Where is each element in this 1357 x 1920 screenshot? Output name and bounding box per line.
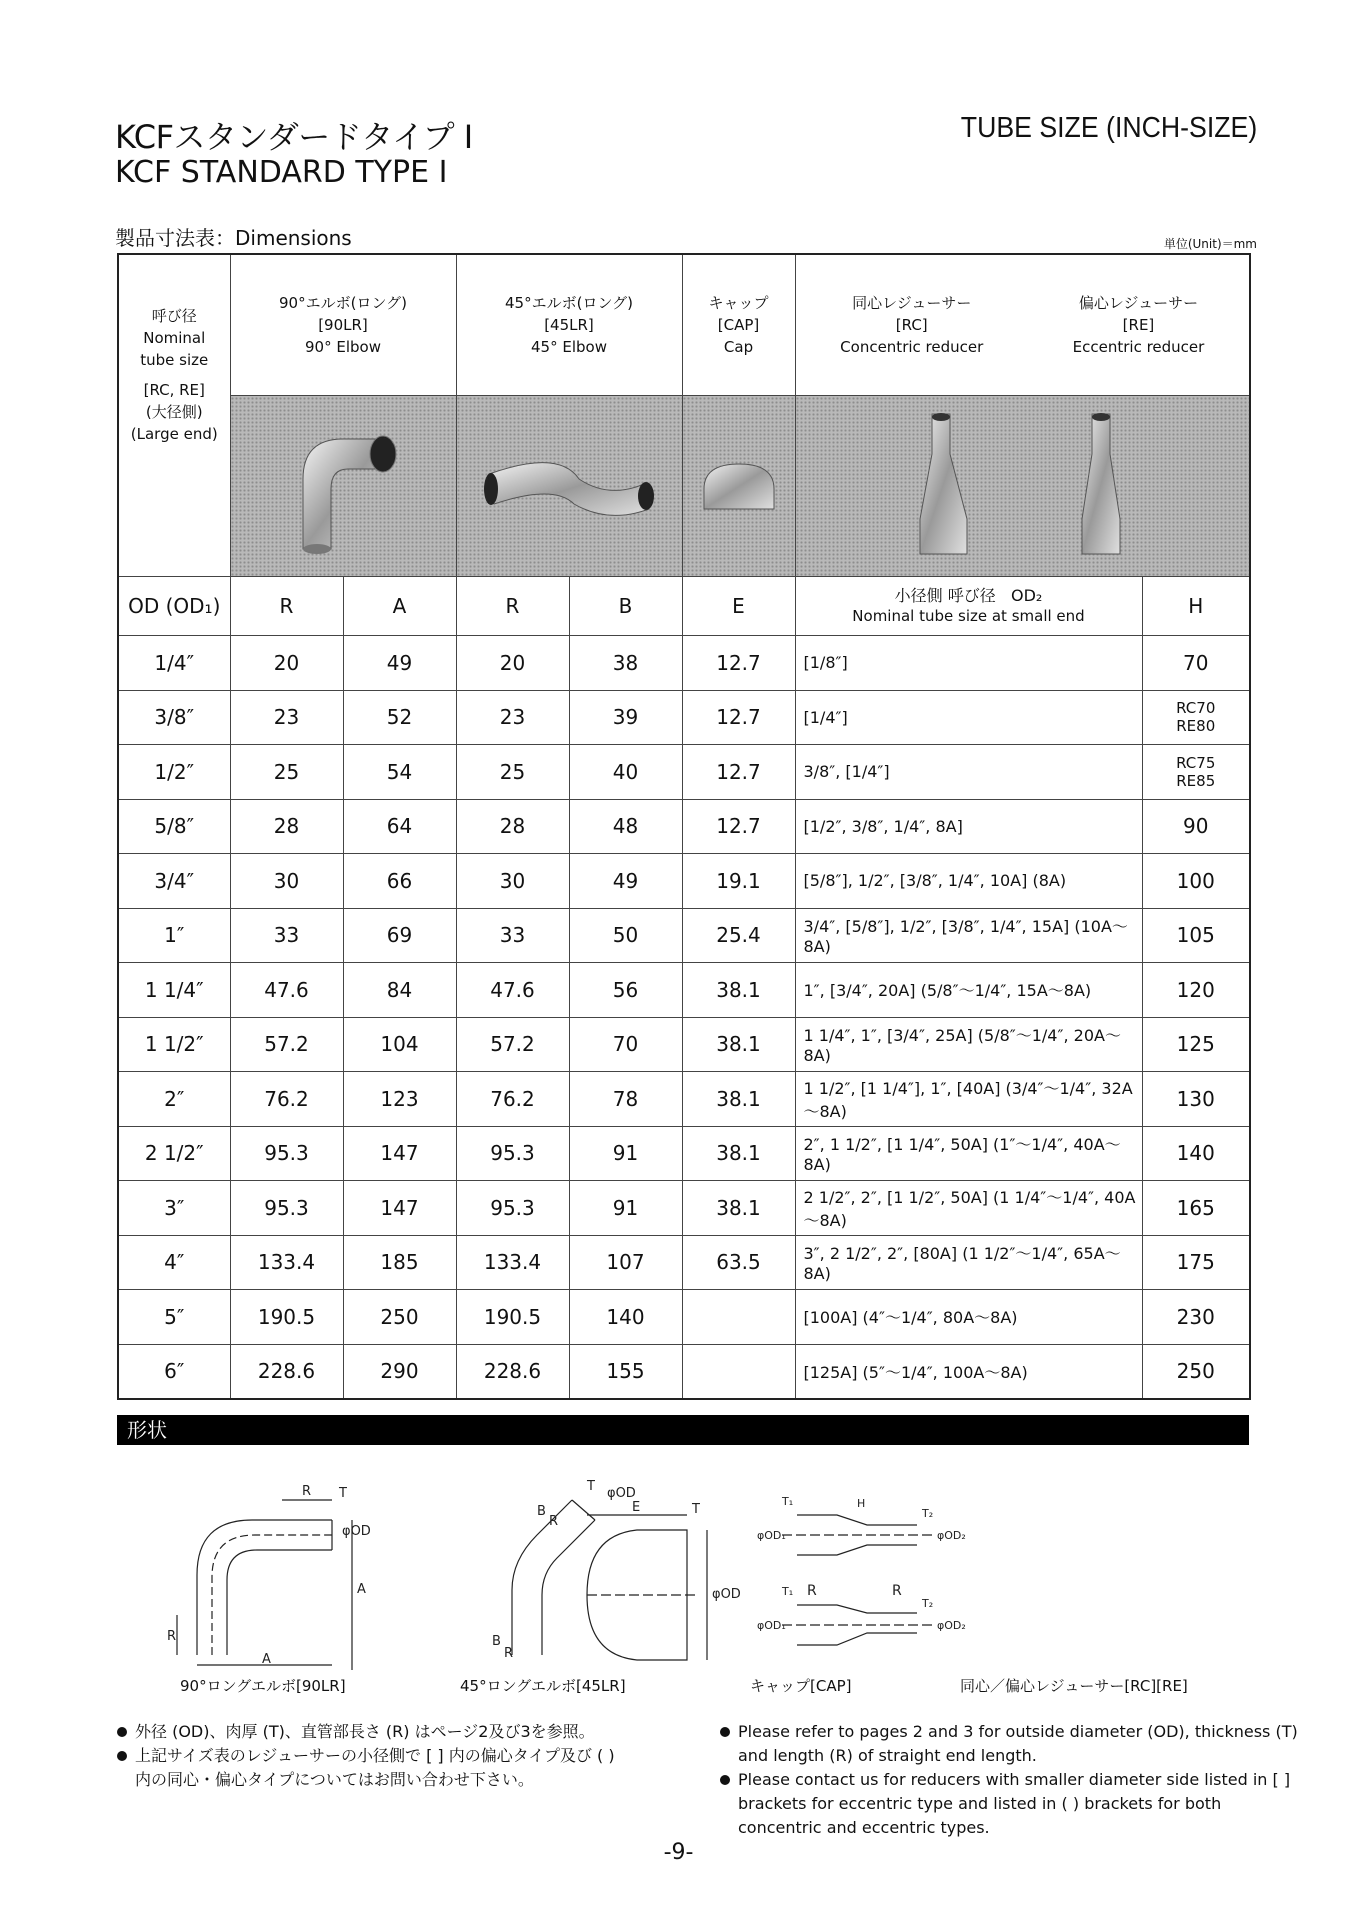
product-re-header [1073,292,1205,358]
page-title-jp: KCFスタンダードタイプ Ⅰ [115,118,473,156]
caption-cap: キャップ[CAP] [750,1677,852,1695]
cell-a: 84 [343,963,456,1018]
cell-b: 40 [569,745,682,800]
cell-r2: 28 [456,799,569,854]
cell-b: 38 [569,636,682,691]
cell-od: 3/4″ [118,854,230,909]
cell-e: 19.1 [682,854,795,909]
product-jp: 45°エルボ(ロング) [505,294,633,312]
cell-r2: 23 [456,690,569,745]
cell-od: 1/2″ [118,745,230,800]
product-code: [RE] [1122,316,1155,334]
product-90lr-header [230,254,456,396]
product-en: Concentric reducer [840,338,984,356]
table-row [118,1344,1250,1399]
cell-a: 49 [343,636,456,691]
shape-drawings [117,1455,1249,1675]
dim-b-label: B [492,1634,501,1649]
unit-label: 単位(Unit)＝mm [1163,237,1257,251]
cap-image [689,399,789,569]
col-a: A [343,577,456,636]
cell-h: 175 [1142,1235,1250,1290]
cell-h: 90 [1142,799,1250,854]
dim-t1-label: T₁ [782,1495,794,1508]
cell-small: [1/4″] [795,690,1142,745]
table-row [118,908,1250,963]
nominal-en5: (Large end) [130,425,218,443]
note-en-1 [720,1720,1300,1744]
cell-h: 130 [1142,1072,1250,1127]
dimensions-label: 製品寸法表：Dimensions [115,226,352,250]
dim-od1-label: φOD₁ [757,1529,786,1542]
reducer-photo [795,396,1250,577]
table-row [118,690,1250,745]
cell-r1: 76.2 [230,1072,343,1127]
product-jp: キャップ [708,294,769,312]
cell-od: 2″ [118,1072,230,1127]
cell-r1: 57.2 [230,1017,343,1072]
tube-size-heading: TUBE SIZE (INCH-SIZE) [960,112,1257,144]
cell-a: 290 [343,1344,456,1399]
cell-b: 155 [569,1344,682,1399]
dim-t2-label: T₂ [922,1597,934,1610]
cell-e: 63.5 [682,1235,795,1290]
cell-od: 5″ [118,1290,230,1345]
elbow-45-image [459,399,679,569]
table-row [118,854,1250,909]
cell-e: 38.1 [682,963,795,1018]
cell-e: 12.7 [682,745,795,800]
cell-small: [1/8″] [795,636,1142,691]
cell-e [682,1344,795,1399]
cell-e: 25.4 [682,908,795,963]
dim-od2-label: φOD₂ [937,1529,966,1542]
dim-r-label: R [807,1583,817,1599]
note-en-2: and length (R) of straight end length. [738,1746,1037,1765]
cell-h: RC70 RE80 [1142,690,1250,745]
cell-b: 50 [569,908,682,963]
cell-r1: 95.3 [230,1126,343,1181]
product-jp: 同心レジューサー [852,294,972,312]
product-jp: 90°エルボ(ロング) [279,294,407,312]
cell-r2: 190.5 [456,1290,569,1345]
cell-r1: 133.4 [230,1235,343,1290]
cell-r2: 30 [456,854,569,909]
product-45lr-header [456,254,682,396]
col-r1: R [230,577,343,636]
cell-e: 12.7 [682,690,795,745]
cell-e [682,1290,795,1345]
cell-b: 107 [569,1235,682,1290]
caption-reducer: 同心／偏心レジューサー[RC][RE] [960,1677,1188,1695]
cell-b: 91 [569,1126,682,1181]
dim-od1-label: φOD₁ [757,1619,786,1632]
product-code: [45LR] [544,316,594,334]
cell-h: 70 [1142,636,1250,691]
dim-od-label: φOD [607,1486,636,1501]
cell-a: 185 [343,1235,456,1290]
caption-45lr: 45°ロングエルボ[45LR] [460,1677,626,1695]
cell-small: [125A] (5″～1/4″, 100A～8A) [795,1344,1142,1399]
cell-r2: 25 [456,745,569,800]
table-row [118,963,1250,1018]
drawing-45lr [492,1479,636,1661]
note-text: 外径 (OD)、肉厚 (T)、直管部長さ (R) はページ2及び3を参照。 [135,1722,595,1741]
shape-heading: 形状 [117,1415,1249,1445]
cell-a: 69 [343,908,456,963]
small-end-od2: OD₂ [1011,586,1043,605]
note-jp-2 [117,1744,697,1768]
note-en-4: brackets for eccentric type and listed in ( ) brackets for both [738,1794,1222,1813]
note-en-3 [720,1768,1300,1792]
cell-small: 1 1/4″, 1″, [3/4″, 25A] (5/8″～1/4″, 20A～8A) [795,1017,1142,1072]
cell-b: 56 [569,963,682,1018]
page-number: -9- [663,1840,694,1865]
col-r2: R [456,577,569,636]
dimensions-table [117,253,1251,1400]
cell-h: 120 [1142,963,1250,1018]
cell-a: 104 [343,1017,456,1072]
cell-r2: 133.4 [456,1235,569,1290]
cell-small: 1″, [3/4″, 20A] (5/8″～1/4″, 15A～8A) [795,963,1142,1018]
dim-h-label: H [857,1497,866,1510]
cell-a: 52 [343,690,456,745]
cell-small: [100A] (4″～1/4″, 80A～8A) [795,1290,1142,1345]
cell-od: 3″ [118,1181,230,1236]
notes-jp [117,1720,697,1792]
cell-a: 147 [343,1181,456,1236]
dim-r-label: R [302,1484,312,1499]
cap-photo [682,396,795,577]
product-rc-header [840,292,983,358]
dim-t2-label: T₂ [922,1507,934,1520]
cell-r2: 20 [456,636,569,691]
dim-a-label: A [262,1652,271,1667]
table-row [118,1181,1250,1236]
cell-e: 38.1 [682,1181,795,1236]
cell-r1: 30 [230,854,343,909]
table-row [118,636,1250,691]
cell-small: 3″, 2 1/2″, 2″, [80A] (1 1/2″～1/4″, 65A～8A) [795,1235,1142,1290]
nominal-en4: (大径側) [145,403,203,421]
nominal-en1: Nominal [143,329,206,347]
cell-od: 6″ [118,1344,230,1399]
cell-r2: 47.6 [456,963,569,1018]
cell-od: 1 1/4″ [118,963,230,1018]
dim-od-label: φOD [712,1587,741,1602]
col-od: OD (OD₁) [118,577,230,636]
dim-r-label: R [892,1583,902,1599]
cell-h: 140 [1142,1126,1250,1181]
table-row [118,799,1250,854]
cell-od: 1 1/2″ [118,1017,230,1072]
nominal-en2: tube size [140,351,209,369]
table-row [118,745,1250,800]
col-h: H [1142,577,1250,636]
cell-r1: 28 [230,799,343,854]
dim-r-label: R [549,1514,559,1529]
drawing-cap [587,1500,741,1660]
drawing-reducer [757,1495,966,1645]
col-small-end [795,577,1142,636]
cell-small: 1 1/2″, [1 1/4″], 1″, [40A] (3/4″～1/4″, 32A～8A) [795,1072,1142,1127]
dim-a-label: A [357,1582,366,1597]
table-row [118,1126,1250,1181]
cell-small: 3/4″, [5/8″], 1/2″, [3/8″, 1/4″, 15A] (10A～8A) [795,908,1142,963]
product-code: [CAP] [717,316,760,334]
product-code: [RC] [895,316,928,334]
cell-e: 38.1 [682,1126,795,1181]
caption-90lr: 90°ロングエルボ[90LR] [180,1677,346,1695]
drawing-90lr [167,1484,371,1670]
note-en-5: concentric and eccentric types. [738,1818,990,1837]
cell-r1: 190.5 [230,1290,343,1345]
nominal-jp: 呼び径 [151,307,197,325]
cell-h: RC75 RE85 [1142,745,1250,800]
cell-od: 5/8″ [118,799,230,854]
product-en: Cap [723,338,754,356]
cell-a: 147 [343,1126,456,1181]
cell-small: [5/8″], 1/2″, [3/8″, 1/4″, 10A] (8A) [795,854,1142,909]
cell-a: 250 [343,1290,456,1345]
table-body [118,636,1250,1400]
cell-r2: 76.2 [456,1072,569,1127]
cell-r1: 20 [230,636,343,691]
cell-e: 12.7 [682,799,795,854]
cell-r2: 95.3 [456,1181,569,1236]
cell-r2: 57.2 [456,1017,569,1072]
cell-od: 3/8″ [118,690,230,745]
cell-r2: 228.6 [456,1344,569,1399]
product-cap-header [682,254,795,396]
dim-r-label: R [504,1646,514,1661]
table-row [118,1290,1250,1345]
cell-a: 64 [343,799,456,854]
product-jp: 偏心レジューサー [1078,294,1199,312]
product-en: 45° Elbow [531,338,607,356]
cell-b: 39 [569,690,682,745]
cell-r2: 95.3 [456,1126,569,1181]
table-row [118,1017,1250,1072]
dim-t-label: T [587,1479,595,1494]
cell-a: 54 [343,745,456,800]
elbow-90-image [233,399,453,569]
cell-od: 4″ [118,1235,230,1290]
dim-t-label: T [339,1486,347,1501]
dim-b-label: B [537,1504,546,1519]
cell-h: 250 [1142,1344,1250,1399]
note-text: Please contact us for reducers with smaller diameter side listed in [ ] [738,1770,1291,1789]
dim-od-label: φOD [342,1524,371,1539]
cell-small: [1/2″, 3/8″, 1/4″, 8A] [795,799,1142,854]
product-en: Eccentric reducer [1072,338,1205,356]
cell-od: 2 1/2″ [118,1126,230,1181]
reducer-image [802,399,1242,569]
cell-h: 125 [1142,1017,1250,1072]
cell-r1: 33 [230,908,343,963]
cell-r2: 33 [456,908,569,963]
elbow-90-photo [230,396,456,577]
nominal-en3: [RC, RE] [143,381,205,399]
cell-r1: 228.6 [230,1344,343,1399]
dim-e-label: E [632,1500,641,1515]
note-text: 上記サイズ表のレジューサーの小径側で [ ] 内の偏心タイプ及び ( ) [135,1746,615,1765]
product-en: 90° Elbow [305,338,381,356]
cell-od: 1″ [118,908,230,963]
cell-e: 12.7 [682,636,795,691]
cell-h: 100 [1142,854,1250,909]
cell-b: 70 [569,1017,682,1072]
product-reducer-header [795,254,1250,396]
col-e: E [682,577,795,636]
note-jp-1 [117,1720,697,1744]
cell-b: 140 [569,1290,682,1345]
cell-r1: 25 [230,745,343,800]
small-end-en: Nominal tube size at small end [852,607,1085,625]
cell-r1: 23 [230,690,343,745]
cell-b: 49 [569,854,682,909]
cell-h: 105 [1142,908,1250,963]
cell-b: 48 [569,799,682,854]
product-code: [90LR] [318,316,368,334]
cell-small: 2″, 1 1/2″, [1 1/4″, 50A] (1″～1/4″, 40A～8A) [795,1126,1142,1181]
note-text: Please refer to pages 2 and 3 for outside diameter (OD), thickness (T) [738,1722,1298,1741]
cell-r1: 47.6 [230,963,343,1018]
col-b: B [569,577,682,636]
table-row [118,1072,1250,1127]
cell-r1: 95.3 [230,1181,343,1236]
note-jp-3: 内の同心・偏心タイプについてはお問い合わせ下さい。 [135,1770,534,1789]
notes-en [720,1720,1300,1840]
cell-small: 3/8″, [1/4″] [795,745,1142,800]
dim-od2-label: φOD₂ [937,1619,966,1632]
cell-a: 123 [343,1072,456,1127]
cell-e: 38.1 [682,1072,795,1127]
nominal-header [118,254,230,577]
cell-small: 2 1/2″, 2″, [1 1/2″, 50A] (1 1/4″～1/4″, 40A～8A) [795,1181,1142,1236]
small-end-jp: 小径側 呼び径 [894,586,996,605]
cell-b: 91 [569,1181,682,1236]
dim-t1-label: T₁ [782,1585,794,1598]
dim-t-label: T [692,1502,700,1517]
table-row [118,1235,1250,1290]
page-title-en: KCF STANDARD TYPE Ⅰ [115,155,448,190]
cell-a: 66 [343,854,456,909]
dim-r-label: R [167,1629,177,1644]
cell-e: 38.1 [682,1017,795,1072]
cell-b: 78 [569,1072,682,1127]
cell-h: 230 [1142,1290,1250,1345]
elbow-45-photo [456,396,682,577]
cell-od: 1/4″ [118,636,230,691]
cell-h: 165 [1142,1181,1250,1236]
